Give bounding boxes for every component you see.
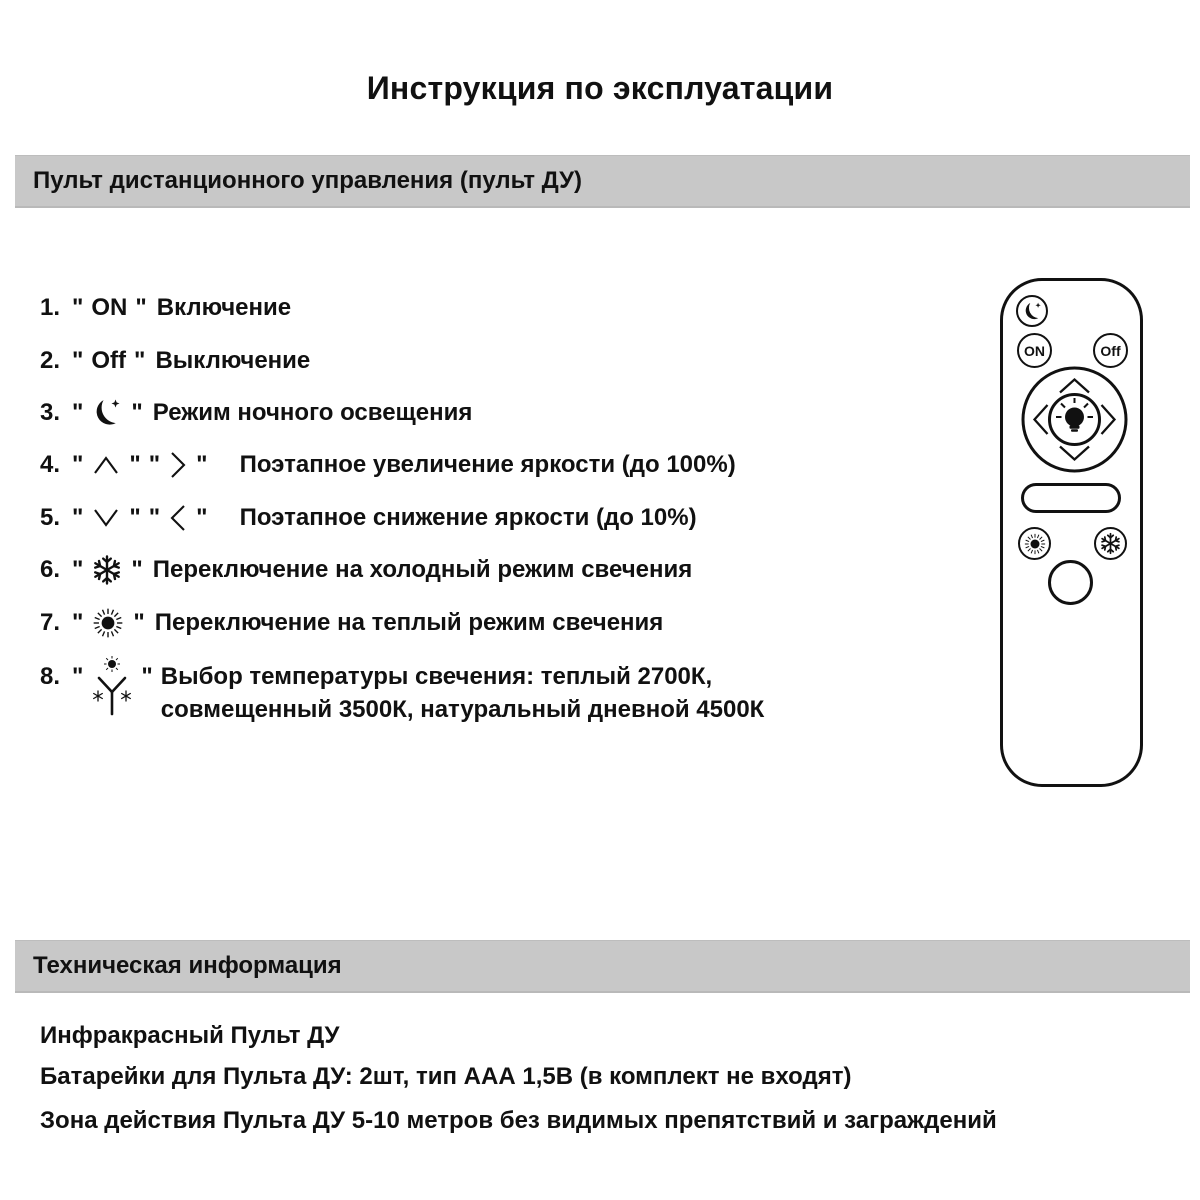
list-item-brightness-up bbox=[40, 449, 736, 481]
quote-mark: " bbox=[131, 556, 143, 583]
item-description: Выключение bbox=[155, 347, 311, 374]
item-number: 2. bbox=[40, 347, 61, 374]
tech-info-line: Зона действия Пульта ДУ 5-10 метров без видимых препятствий и заграждений bbox=[40, 1107, 997, 1134]
quote-mark: " bbox=[148, 451, 161, 478]
remote-on-label: ON bbox=[1024, 342, 1045, 359]
section-header-remote bbox=[15, 155, 1190, 208]
quote-mark: " bbox=[129, 451, 141, 478]
quote-mark: " bbox=[131, 399, 143, 426]
item-number: 4. bbox=[40, 451, 61, 478]
chevron-left-icon bbox=[168, 502, 188, 534]
chevron-right-icon bbox=[168, 449, 188, 481]
quote-mark: " bbox=[135, 294, 147, 321]
bulb-icon bbox=[1056, 398, 1093, 432]
quote-mark: " bbox=[196, 451, 208, 478]
color-temp-icon bbox=[91, 655, 133, 717]
item-number: 1. bbox=[40, 294, 61, 321]
remote-night-mode-button bbox=[1016, 295, 1048, 327]
section-header-tech-label: Техническая информация bbox=[33, 952, 342, 979]
sun-icon bbox=[1023, 532, 1047, 556]
quote-mark: " bbox=[72, 663, 84, 690]
tech-info-line: Инфракрасный Пульт ДУ bbox=[40, 1022, 340, 1049]
remote-pill-button bbox=[1021, 483, 1121, 513]
remote-off-label: Off bbox=[1100, 342, 1121, 359]
remote-round-button bbox=[1048, 560, 1093, 605]
remote-dpad-with-bulb bbox=[1020, 365, 1129, 474]
list-item-on bbox=[40, 292, 291, 324]
list-item-off bbox=[40, 345, 310, 377]
snowflake-icon bbox=[91, 554, 123, 586]
item-description bbox=[161, 660, 765, 726]
item-number: 6. bbox=[40, 556, 61, 583]
remote-control-illustration bbox=[1000, 278, 1143, 787]
item-description: Переключение на теплый режим свечения bbox=[154, 609, 664, 636]
list-item-warm-mode bbox=[40, 607, 663, 639]
item-number: 7. bbox=[40, 609, 61, 636]
section-header-tech bbox=[15, 940, 1190, 993]
remote-warm-button bbox=[1018, 527, 1051, 560]
quote-mark: " bbox=[72, 609, 84, 636]
tech-info-line: Батарейки для Пульта ДУ: 2шт, тип ААА 1,5В (в комплект не входят) bbox=[40, 1063, 852, 1090]
quote-mark: " bbox=[133, 609, 145, 636]
item-description: Переключение на холодный режим свечения bbox=[152, 556, 693, 583]
remote-on-button bbox=[1017, 333, 1052, 368]
item-number: 3. bbox=[40, 399, 61, 426]
off-label: Off bbox=[91, 347, 127, 374]
list-item-cold-mode bbox=[40, 554, 692, 586]
quote-mark: " bbox=[129, 504, 141, 531]
remote-off-button bbox=[1093, 333, 1128, 368]
item-description: Поэтапное увеличение яркости (до 100%) bbox=[239, 451, 736, 478]
list-item-color-temperature bbox=[40, 660, 764, 726]
quote-mark: " bbox=[72, 294, 84, 321]
quote-mark: " bbox=[134, 347, 146, 374]
quote-mark: " bbox=[72, 451, 84, 478]
quote-mark: " bbox=[72, 504, 84, 531]
item-description-line1: Выбор температуры свечения: теплый 2700К, bbox=[160, 663, 713, 690]
item-description: Режим ночного освещения bbox=[152, 399, 473, 426]
moon-icon bbox=[1022, 301, 1043, 322]
quote-mark: " bbox=[72, 399, 84, 426]
chevron-up-icon bbox=[91, 454, 121, 476]
section-header-remote-label: Пульт дистанционного управления (пульт ДУ) bbox=[33, 167, 582, 194]
page-title: Инструкция по эксплуатации bbox=[366, 70, 834, 106]
quote-mark: " bbox=[141, 663, 153, 690]
item-number: 5. bbox=[40, 504, 61, 531]
list-item-brightness-down bbox=[40, 502, 697, 534]
item-description-line2: совмещенный 3500К, натуральный дневной 4500К bbox=[160, 696, 765, 723]
remote-cold-button bbox=[1094, 527, 1127, 560]
item-description: Поэтапное снижение яркости (до 10%) bbox=[239, 504, 697, 531]
item-number: 8. bbox=[40, 663, 61, 690]
list-item-night-mode bbox=[40, 397, 472, 429]
sun-icon bbox=[91, 606, 125, 640]
quote-mark: " bbox=[72, 347, 84, 374]
on-label: ON bbox=[91, 294, 128, 321]
moon-icon bbox=[91, 397, 123, 429]
quote-mark: " bbox=[196, 504, 208, 531]
quote-mark: " bbox=[72, 556, 84, 583]
snowflake-icon bbox=[1099, 532, 1122, 555]
chevron-down-icon bbox=[91, 507, 121, 529]
quote-mark: " bbox=[148, 504, 161, 531]
item-description: Включение bbox=[156, 294, 292, 321]
